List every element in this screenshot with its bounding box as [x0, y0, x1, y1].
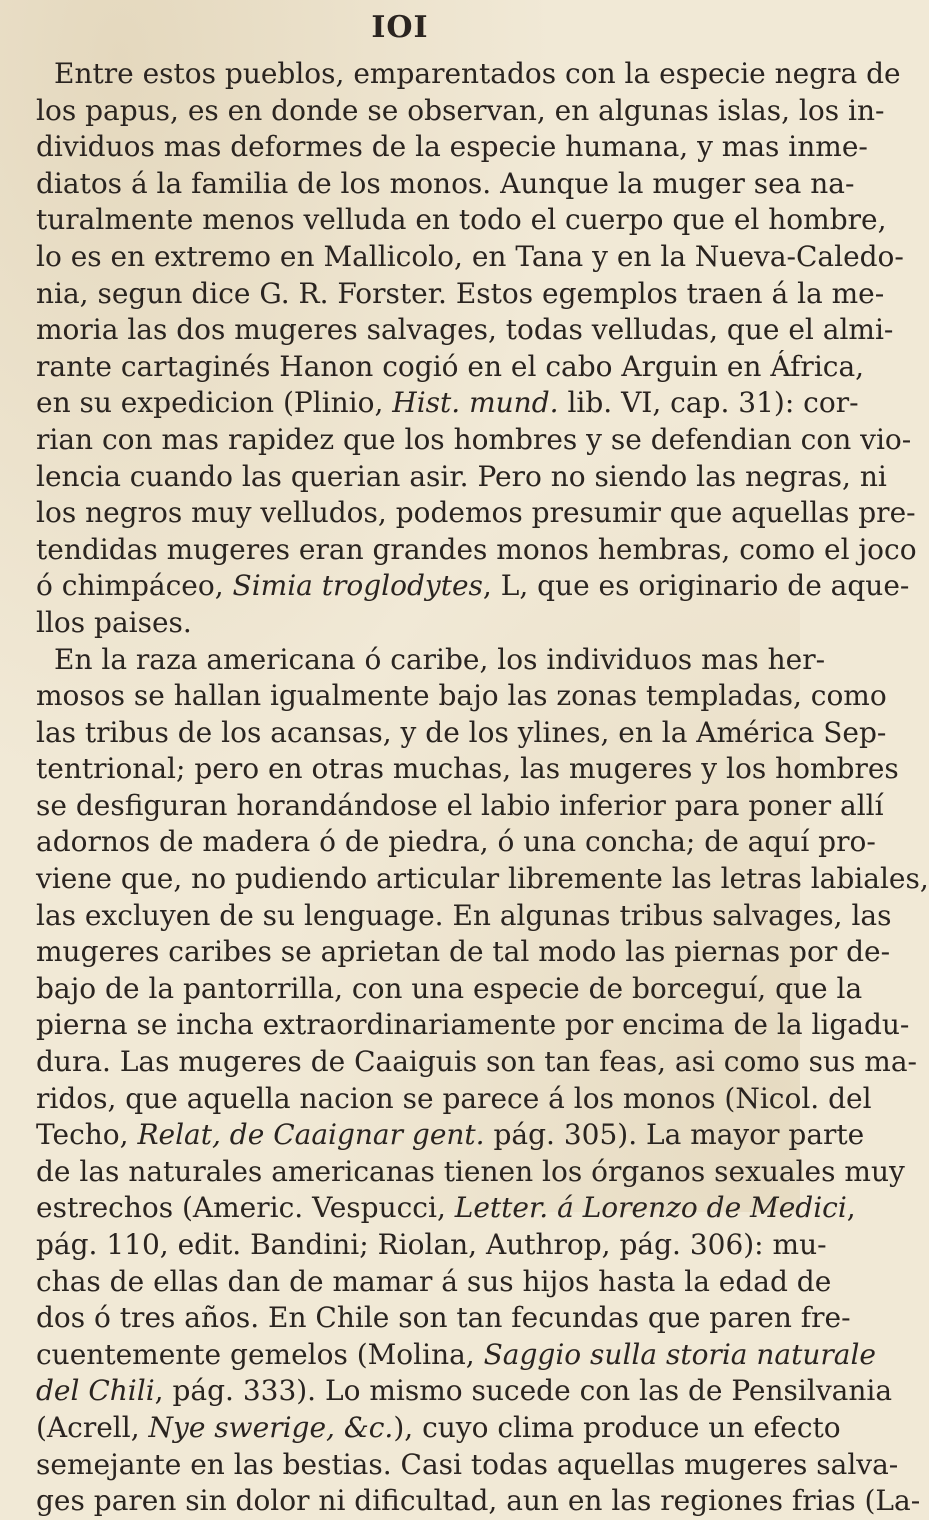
text-line	[36, 568, 910, 605]
text-line	[36, 751, 899, 788]
text-line	[36, 202, 887, 239]
text-line	[36, 1227, 827, 1264]
text-segment: rian con mas rapidez que los hombres y se defendian con vio-	[36, 422, 912, 456]
text-line	[36, 166, 855, 203]
text-line	[36, 678, 887, 715]
text-line	[36, 1337, 876, 1374]
text-segment: nia, segun dice G. R. Forster. Estos egemplos traen á la me-	[36, 276, 885, 310]
text-line	[36, 788, 884, 825]
text-segment: mugeres caribes se aprietan de tal modo las piernas por de-	[36, 935, 891, 969]
italic-text: del Chili	[36, 1374, 155, 1408]
text-segment: bajo de la pantorrilla, con una especie de borceguí, que la	[36, 971, 863, 1005]
text-segment: los negros muy velludos, podemos presumir que aquellas pre-	[36, 496, 916, 530]
text-segment: viene que, no pudiendo articular libremente las letras labiales,	[36, 862, 929, 896]
text-segment: (Acrell,	[36, 1410, 149, 1444]
text-line	[36, 642, 826, 679]
text-segment: se desfiguran horandándose el labio inferior para poner allí	[36, 788, 884, 822]
text-segment: semejante en las bestias. Casi todas aquellas mugeres salva-	[36, 1447, 899, 1481]
text-segment: llos paises.	[36, 605, 192, 639]
text-segment: dividuos mas deformes de la especie humana, y mas inme-	[36, 130, 868, 164]
text-line	[36, 1081, 872, 1118]
text-segment: dos ó tres años. En Chile son tan fecundas que paren fre-	[36, 1301, 851, 1335]
text-segment: mosos se hallan igualmente bajo las zonas templadas, como	[36, 679, 887, 713]
text-line	[36, 276, 885, 313]
page-number: IOI	[371, 10, 429, 45]
text-line	[36, 1007, 910, 1044]
text-segment: moria las dos mugeres salvages, todas velludas, que el almi-	[36, 313, 894, 347]
text-segment: lib. VI, cap. 31): cor-	[558, 386, 859, 420]
text-segment: ó chimpáceo,	[36, 569, 233, 603]
text-segment: cuentemente gemelos (Molina,	[36, 1337, 484, 1371]
text-segment: dura. Las mugeres de Caaiguis son tan feas, asi como sus ma-	[36, 1045, 918, 1079]
text-segment: , pág. 333). Lo mismo sucede con las de Pensilvania	[154, 1374, 893, 1408]
italic-text: Relat, de Caaignar gent.	[137, 1118, 485, 1152]
text-line	[36, 1264, 832, 1301]
text-line	[36, 861, 929, 898]
italic-text: Hist. mund.	[392, 386, 559, 420]
italic-text: Simia troglodytes	[232, 569, 483, 603]
italic-text: Saggio sulla storia naturale	[483, 1337, 876, 1371]
text-line	[36, 422, 912, 459]
text-segment: turalmente menos velluda en todo el cuerpo que el hombre,	[36, 203, 887, 237]
text-line	[36, 1044, 918, 1081]
text-line	[36, 1410, 841, 1447]
text-line	[36, 495, 916, 532]
text-line	[36, 971, 863, 1008]
text-line	[36, 532, 917, 569]
text-segment: lencia cuando las querian asir. Pero no siendo las negras, ni	[36, 459, 887, 493]
text-line	[36, 239, 904, 276]
text-line	[36, 1373, 893, 1410]
text-segment: , L, que es originario de aque-	[482, 569, 910, 603]
text-line	[36, 312, 894, 349]
text-segment: ges paren sin dolor ni dificultad, aun en las regiones frias (La-	[36, 1484, 921, 1518]
text-segment: ,	[846, 1191, 856, 1225]
text-line	[36, 459, 887, 496]
text-segment: estrechos (Americ. Vespucci,	[36, 1191, 455, 1225]
text-segment: ridos, que aquella nacion se parece á los monos (Nicol. del	[36, 1081, 872, 1115]
text-line	[36, 385, 859, 422]
text-segment: rante cartaginés Hanon cogió en el cabo Arguin en África,	[36, 349, 865, 383]
text-line	[36, 1447, 899, 1484]
text-segment: tentrional; pero en otras muchas, las mugeres y los hombres	[36, 752, 899, 786]
text-line	[36, 1154, 905, 1191]
text-line	[36, 56, 901, 93]
text-line	[36, 898, 892, 935]
text-segment: Entre estos pueblos, emparentados con la especie negra de	[54, 57, 901, 90]
text-line	[36, 715, 887, 752]
text-segment: las tribus de los acansas, y de los ylines, en la América Sep-	[36, 715, 887, 749]
text-segment: tendidas mugeres eran grandes monos hembras, como el joco	[36, 532, 917, 566]
italic-text: Letter. á Lorenzo de Medici	[454, 1191, 847, 1225]
text-line	[36, 349, 865, 386]
text-line	[36, 129, 868, 166]
text-line	[36, 1300, 851, 1337]
text-segment: de las naturales americanas tienen los órganos sexuales muy	[36, 1154, 905, 1188]
text-line	[36, 93, 885, 130]
text-segment: los papus, es en donde se observan, en algunas islas, los in-	[36, 93, 885, 127]
italic-text: Nye swerige, &c.	[148, 1410, 394, 1444]
text-segment: chas de ellas dan de mamar á sus hijos hasta la edad de	[36, 1264, 832, 1298]
text-line	[36, 1117, 865, 1154]
text-segment: pierna se incha extraordinariamente por encima de la ligadu-	[36, 1008, 910, 1042]
text-segment: las excluyen de su lenguage. En algunas tribus salvages, las	[36, 898, 892, 932]
text-segment: adornos de madera ó de piedra, ó una concha; de aquí pro-	[36, 825, 876, 859]
text-line	[36, 1190, 856, 1227]
text-segment: ), cuyo clima produce un efecto	[393, 1410, 841, 1444]
text-segment: lo es en extremo en Mallicolo, en Tana y en la Nueva-Caledo-	[36, 239, 904, 273]
text-segment: En la raza americana ó caribe, los individuos mas her-	[54, 642, 826, 676]
text-segment: en su expedicion (Plinio,	[36, 386, 393, 420]
text-line	[36, 1483, 921, 1520]
text-segment: Techo,	[36, 1118, 138, 1152]
body-text	[36, 56, 929, 1520]
text-line	[36, 824, 876, 861]
text-segment: pág. 110, edit. Bandini; Riolan, Authrop, pág. 306): mu-	[36, 1228, 827, 1261]
text-line	[36, 934, 891, 971]
text-segment: pág. 305). La mayor parte	[484, 1118, 865, 1152]
text-segment: diatos á la familia de los monos. Aunque la muger sea na-	[36, 166, 855, 200]
text-line	[36, 605, 764, 642]
